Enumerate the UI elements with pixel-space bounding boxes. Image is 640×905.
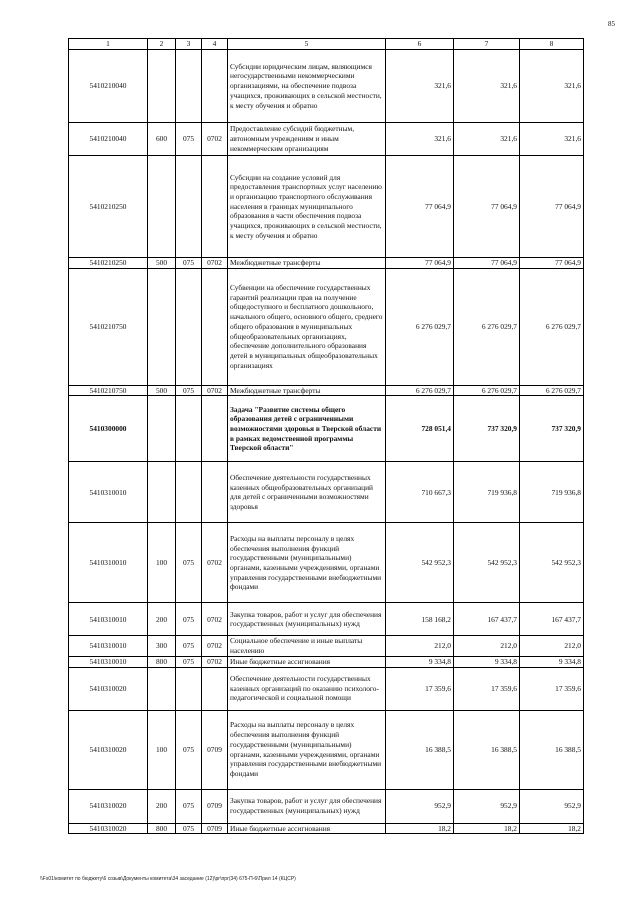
amount-col8-cell: 77 064,9 — [520, 258, 584, 269]
ministry-code-cell: 075 — [176, 656, 202, 667]
description-cell: Расходы на выплаты персоналу в целях обеспечения выполнения функций государственными (муниципальными) органами, казенными учреждениями, органами управления государственными внебюджетными фондами — [228, 710, 386, 789]
amount-col8-cell: 167 437,7 — [520, 603, 584, 636]
section-code-cell — [202, 396, 228, 462]
amount-col6-cell: 321,6 — [386, 123, 454, 156]
header-cell: 3 — [176, 39, 202, 50]
amount-col8-cell: 17 359,6 — [520, 667, 584, 710]
ministry-code-cell — [176, 667, 202, 710]
ministry-code-cell — [176, 396, 202, 462]
expense-type-cell: 300 — [148, 636, 176, 656]
amount-col7-cell: 77 064,9 — [454, 258, 520, 269]
section-code-cell: 0709 — [202, 710, 228, 789]
section-code-cell — [202, 156, 228, 258]
amount-col8-cell: 321,6 — [520, 50, 584, 123]
header-cell: 5 — [228, 39, 386, 50]
description-cell: Субсидии юридическим лицам, являющимся негосударственными некоммерческими организациями, на обеспечение подвоза учащихся, проживающих в сельской местности, к месту обучения и обратно — [228, 50, 386, 123]
amount-col6-cell: 16 388,5 — [386, 710, 454, 789]
amount-col7-cell: 18,2 — [454, 823, 520, 834]
header-cell: 1 — [69, 39, 148, 50]
amount-col6-cell: 9 334,8 — [386, 656, 454, 667]
amount-col6-cell: 6 276 029,7 — [386, 268, 454, 385]
section-code-cell — [202, 462, 228, 523]
header-cell: 8 — [520, 39, 584, 50]
kbk-code-cell: 5410210040 — [69, 123, 148, 156]
amount-col6-cell: 212,0 — [386, 636, 454, 656]
amount-col6-cell: 17 359,6 — [386, 667, 454, 710]
table-row — [69, 710, 584, 789]
kbk-code-cell: 5410210750 — [69, 385, 148, 396]
ministry-code-cell: 075 — [176, 823, 202, 834]
description-cell: Субсидии на создание условий для предоставления транспортных услуг населению и организацию транспортного обслуживания населения в границах муниципального образования в части обеспечения подвоза учащихся, проживающих в сельской местности, к месту обучения и обратно — [228, 156, 386, 258]
ministry-code-cell — [176, 268, 202, 385]
amount-col6-cell: 710 667,3 — [386, 462, 454, 523]
ministry-code-cell: 075 — [176, 603, 202, 636]
ministry-code-cell: 075 — [176, 523, 202, 603]
amount-col6-cell: 77 064,9 — [386, 156, 454, 258]
table-row — [69, 603, 584, 636]
expense-type-cell: 800 — [148, 656, 176, 667]
ministry-code-cell — [176, 462, 202, 523]
amount-col7-cell: 952,9 — [454, 789, 520, 823]
amount-col7-cell: 542 952,3 — [454, 523, 520, 603]
ministry-code-cell: 075 — [176, 123, 202, 156]
table-row — [69, 636, 584, 656]
section-code-cell: 0702 — [202, 636, 228, 656]
expense-type-cell — [148, 462, 176, 523]
kbk-code-cell: 5410310020 — [69, 667, 148, 710]
expense-type-cell — [148, 396, 176, 462]
ministry-code-cell: 075 — [176, 636, 202, 656]
description-cell: Межбюджетные трансферты — [228, 258, 386, 269]
section-code-cell: 0709 — [202, 823, 228, 834]
amount-col8-cell: 737 320,9 — [520, 396, 584, 462]
table-row — [69, 385, 584, 396]
kbk-code-cell: 5410210040 — [69, 50, 148, 123]
amount-col7-cell: 6 276 029,7 — [454, 268, 520, 385]
kbk-code-cell: 5410210750 — [69, 268, 148, 385]
amount-col7-cell: 6 276 029,7 — [454, 385, 520, 396]
budget-table — [68, 38, 584, 834]
section-code-cell: 0702 — [202, 258, 228, 269]
footer-file-path: \\Fs01\комитет по бюджету\6 созыв\Документы комитета\34 заседание (12)\рг\прг(34) 675-П-6\Прил 14 (КЦСР) — [40, 876, 296, 882]
section-code-cell: 0702 — [202, 123, 228, 156]
expense-type-cell: 100 — [148, 710, 176, 789]
table-row — [69, 523, 584, 603]
kbk-code-cell: 5410310010 — [69, 603, 148, 636]
header-cell: 6 — [386, 39, 454, 50]
amount-col7-cell: 17 359,6 — [454, 667, 520, 710]
kbk-code-cell: 5410310010 — [69, 636, 148, 656]
header-cell: 4 — [202, 39, 228, 50]
table-row — [69, 123, 584, 156]
kbk-code-cell: 5410300000 — [69, 396, 148, 462]
description-cell: Обеспечение деятельности государственных казенных общеобразовательных организаций для детей с ограниченными возможностями здоровья — [228, 462, 386, 523]
kbk-code-cell: 5410210250 — [69, 156, 148, 258]
amount-col6-cell: 542 952,3 — [386, 523, 454, 603]
amount-col7-cell: 77 064,9 — [454, 156, 520, 258]
table-row — [69, 268, 584, 385]
amount-col8-cell: 952,9 — [520, 789, 584, 823]
expense-type-cell: 500 — [148, 385, 176, 396]
expense-type-cell: 200 — [148, 603, 176, 636]
amount-col8-cell: 321,6 — [520, 123, 584, 156]
table-row — [69, 156, 584, 258]
amount-col7-cell: 16 388,5 — [454, 710, 520, 789]
kbk-code-cell: 5410310010 — [69, 523, 148, 603]
table-body — [69, 50, 584, 834]
expense-type-cell: 100 — [148, 523, 176, 603]
section-code-cell: 0702 — [202, 656, 228, 667]
amount-col7-cell: 321,6 — [454, 123, 520, 156]
amount-col6-cell: 321,6 — [386, 50, 454, 123]
table-row — [69, 789, 584, 823]
ministry-code-cell: 075 — [176, 258, 202, 269]
table-row — [69, 396, 584, 462]
section-code-cell — [202, 50, 228, 123]
header-cell: 2 — [148, 39, 176, 50]
amount-col7-cell: 737 320,9 — [454, 396, 520, 462]
section-code-cell: 0702 — [202, 523, 228, 603]
description-cell: Расходы на выплаты персоналу в целях обеспечения выполнения функций государственными (муниципальными) органами, казенными учреждениями, органами управления государственными внебюджетными фондами — [228, 523, 386, 603]
table-row — [69, 258, 584, 269]
expense-type-cell — [148, 156, 176, 258]
amount-col7-cell: 167 437,7 — [454, 603, 520, 636]
amount-col6-cell: 18,2 — [386, 823, 454, 834]
expense-type-cell: 500 — [148, 258, 176, 269]
description-cell: Субвенции на обеспечение государственных гарантий реализации прав на получение общедоступного и бесплатного дошкольного, начального общего, основного общего, среднего общего образования в муниципальных общеобразовательных организациях, обеспечение дополнительного образования детей в муниципальных общеобразовательных организациях — [228, 268, 386, 385]
header-cell: 7 — [454, 39, 520, 50]
page-number: 85 — [608, 20, 615, 28]
amount-col6-cell: 77 064,9 — [386, 258, 454, 269]
ministry-code-cell — [176, 156, 202, 258]
description-cell: Межбюджетные трансферты — [228, 385, 386, 396]
table-row — [69, 656, 584, 667]
amount-col8-cell: 77 064,9 — [520, 156, 584, 258]
table-row — [69, 667, 584, 710]
amount-col8-cell: 6 276 029,7 — [520, 385, 584, 396]
section-code-cell: 0709 — [202, 789, 228, 823]
amount-col7-cell: 9 334,8 — [454, 656, 520, 667]
amount-col8-cell: 18,2 — [520, 823, 584, 834]
expense-type-cell: 600 — [148, 123, 176, 156]
table-row — [69, 50, 584, 123]
expense-type-cell — [148, 268, 176, 385]
description-cell: Иные бюджетные ассигнования — [228, 656, 386, 667]
amount-col7-cell: 212,0 — [454, 636, 520, 656]
amount-col8-cell: 6 276 029,7 — [520, 268, 584, 385]
amount-col8-cell: 719 936,8 — [520, 462, 584, 523]
amount-col8-cell: 542 952,3 — [520, 523, 584, 603]
description-cell: Закупка товаров, работ и услуг для обеспечения государственных (муниципальных) нужд — [228, 603, 386, 636]
description-cell: Иные бюджетные ассигнования — [228, 823, 386, 834]
kbk-code-cell: 5410210250 — [69, 258, 148, 269]
kbk-code-cell: 5410310020 — [69, 823, 148, 834]
amount-col7-cell: 719 936,8 — [454, 462, 520, 523]
amount-col8-cell: 212,0 — [520, 636, 584, 656]
description-cell: Социальное обеспечение и иные выплаты населению — [228, 636, 386, 656]
expense-type-cell — [148, 50, 176, 123]
expense-type-cell — [148, 667, 176, 710]
expense-type-cell: 800 — [148, 823, 176, 834]
ministry-code-cell — [176, 50, 202, 123]
kbk-code-cell: 5410310020 — [69, 710, 148, 789]
amount-col8-cell: 16 388,5 — [520, 710, 584, 789]
ministry-code-cell: 075 — [176, 789, 202, 823]
amount-col6-cell: 158 168,2 — [386, 603, 454, 636]
amount-col6-cell: 6 276 029,7 — [386, 385, 454, 396]
section-code-cell: 0702 — [202, 603, 228, 636]
ministry-code-cell: 075 — [176, 385, 202, 396]
description-cell: Закупка товаров, работ и услуг для обеспечения государственных (муниципальных) нужд — [228, 789, 386, 823]
kbk-code-cell: 5410310010 — [69, 656, 148, 667]
kbk-code-cell: 5410310010 — [69, 462, 148, 523]
header-row — [69, 39, 584, 50]
amount-col7-cell: 321,6 — [454, 50, 520, 123]
description-cell: Предоставление субсидий бюджетным, автономным учреждениям и иным некоммерческим организациям — [228, 123, 386, 156]
amount-col6-cell: 952,9 — [386, 789, 454, 823]
table-row — [69, 462, 584, 523]
kbk-code-cell: 5410310020 — [69, 789, 148, 823]
ministry-code-cell: 075 — [176, 710, 202, 789]
amount-col8-cell: 9 334,8 — [520, 656, 584, 667]
description-cell: Обеспечение деятельности государственных казенных организаций по оказанию психолого-педагогической и социальной помощи — [228, 667, 386, 710]
table-row — [69, 823, 584, 834]
section-code-cell: 0702 — [202, 385, 228, 396]
section-code-cell — [202, 268, 228, 385]
amount-col6-cell: 728 051,4 — [386, 396, 454, 462]
description-cell: Задача "Развитие системы общего образования детей с ограниченными возможностями здоровья в Тверской области в рамках ведомственной программы Тверской области" — [228, 396, 386, 462]
section-code-cell — [202, 667, 228, 710]
expense-type-cell: 200 — [148, 789, 176, 823]
